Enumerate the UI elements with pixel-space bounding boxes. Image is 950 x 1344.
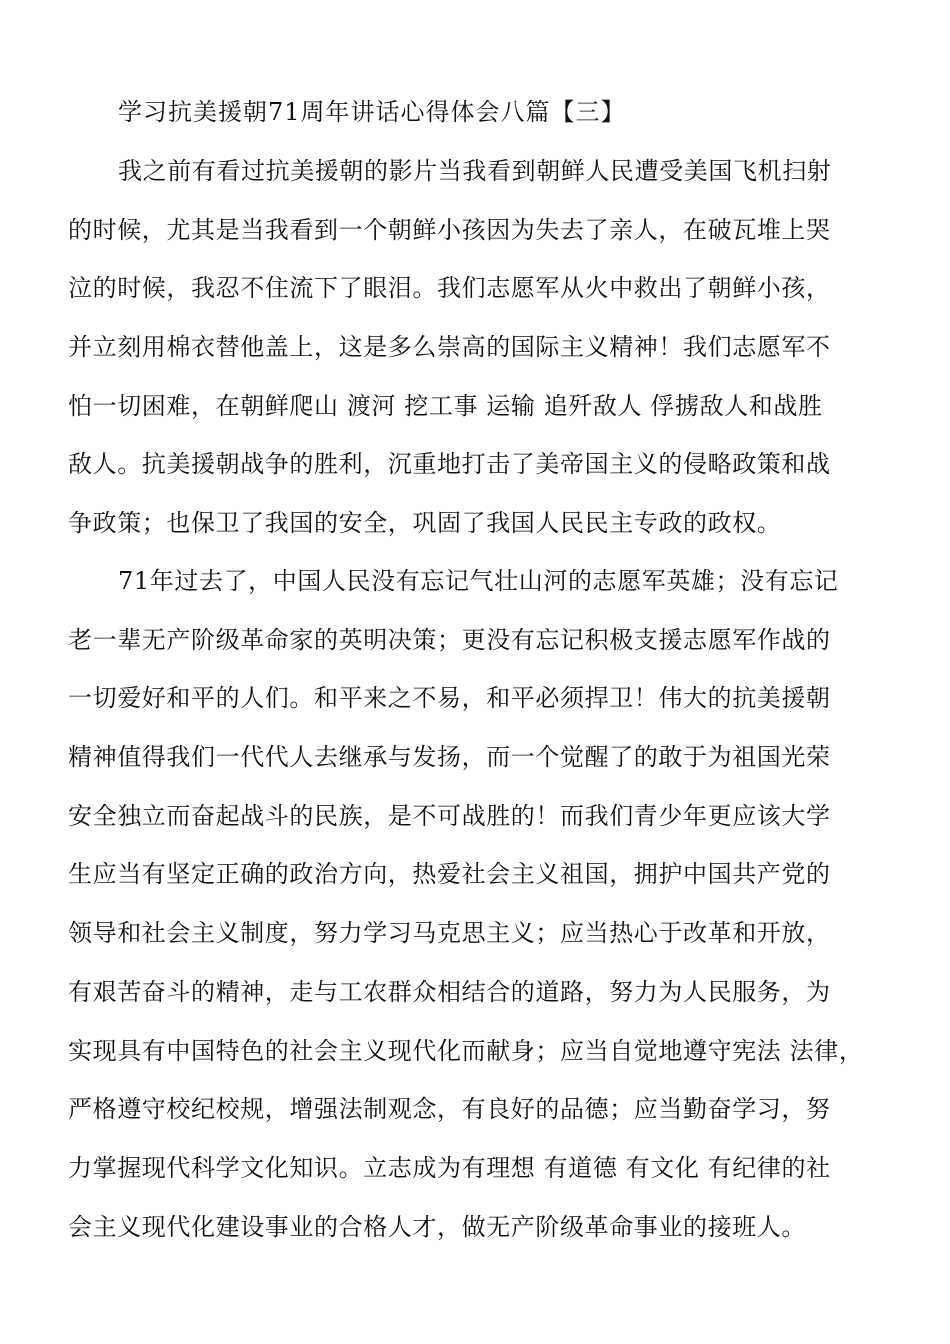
text-line: 老一辈无产阶级革命家的英明决策；更没有忘记积极支援志愿军作战的 (68, 625, 831, 654)
text-line: 的时候，尤其是当我看到一个朝鲜小孩因为失去了亲人，在破瓦堆上哭 (68, 215, 831, 244)
text-line: 严格遵守校纪校规，增强法制观念，有良好的品德；应当勤奋学习，努 (68, 1095, 831, 1124)
text-line: 争政策；也保卫了我国的安全，巩固了我国人民民主专政的政权。 (68, 509, 782, 538)
text-line: 泣的时候，我忍不住流下了眼泪。我们志愿军从火中救出了朝鲜小孩， (68, 274, 831, 303)
text-line: 敌人。抗美援朝战争的胜利，沉重地打击了美帝国主义的侵略政策和战 (68, 450, 831, 479)
text-line: 生应当有坚定正确的政治方向，热爱社会主义祖国，拥护中国共产党的 (68, 860, 831, 889)
text-line: 一切爱好和平的人们。和平来之不易，和平必须捍卫！伟大的抗美援朝 (68, 684, 831, 713)
text-line: 71年过去了，中国人民没有忘记气壮山河的志愿军英雄；没有忘记 (118, 567, 839, 595)
text-line: 安全独立而奋起战斗的民族，是不可战胜的！而我们青少年更应该大学 (68, 801, 831, 830)
text-line: 我之前有看过抗美援朝的影片当我看到朝鲜人民遭受美国飞机扫射 (118, 157, 832, 185)
paragraph-2 (68, 563, 888, 1267)
text-line: 实现具有中国特色的社会主义现代化而献身；应当自觉地遵守宪法 法律， (68, 1036, 864, 1065)
text-line: 并立刻用棉衣替他盖上，这是多么崇高的国际主义精神！我们志愿军不 (68, 333, 831, 362)
text-line: 有艰苦奋斗的精神，走与工农群众相结合的道路，努力为人民服务，为 (68, 977, 831, 1006)
document-title: 学习抗美援朝71周年讲话心得体会八篇【三】 (118, 98, 626, 126)
text-line: 会主义现代化建设事业的合格人才，做无产阶级革命事业的接班人。 (68, 1212, 806, 1241)
text-line: 怕一切困难，在朝鲜爬山 渡河 挖工事 运输 追歼敌人 俘掳敌人和战胜 (68, 391, 823, 420)
text-line: 力掌握现代科学文化知识。立志成为有理想 有道德 有文化 有纪律的社 (68, 1153, 831, 1182)
paragraph-1 (68, 153, 888, 564)
text-line: 精神值得我们一代代人去继承与发扬，而一个觉醒了的敢于为祖国光荣 (68, 743, 831, 772)
text-line: 领导和社会主义制度，努力学习马克思主义；应当热心于改革和开放， (68, 919, 831, 948)
